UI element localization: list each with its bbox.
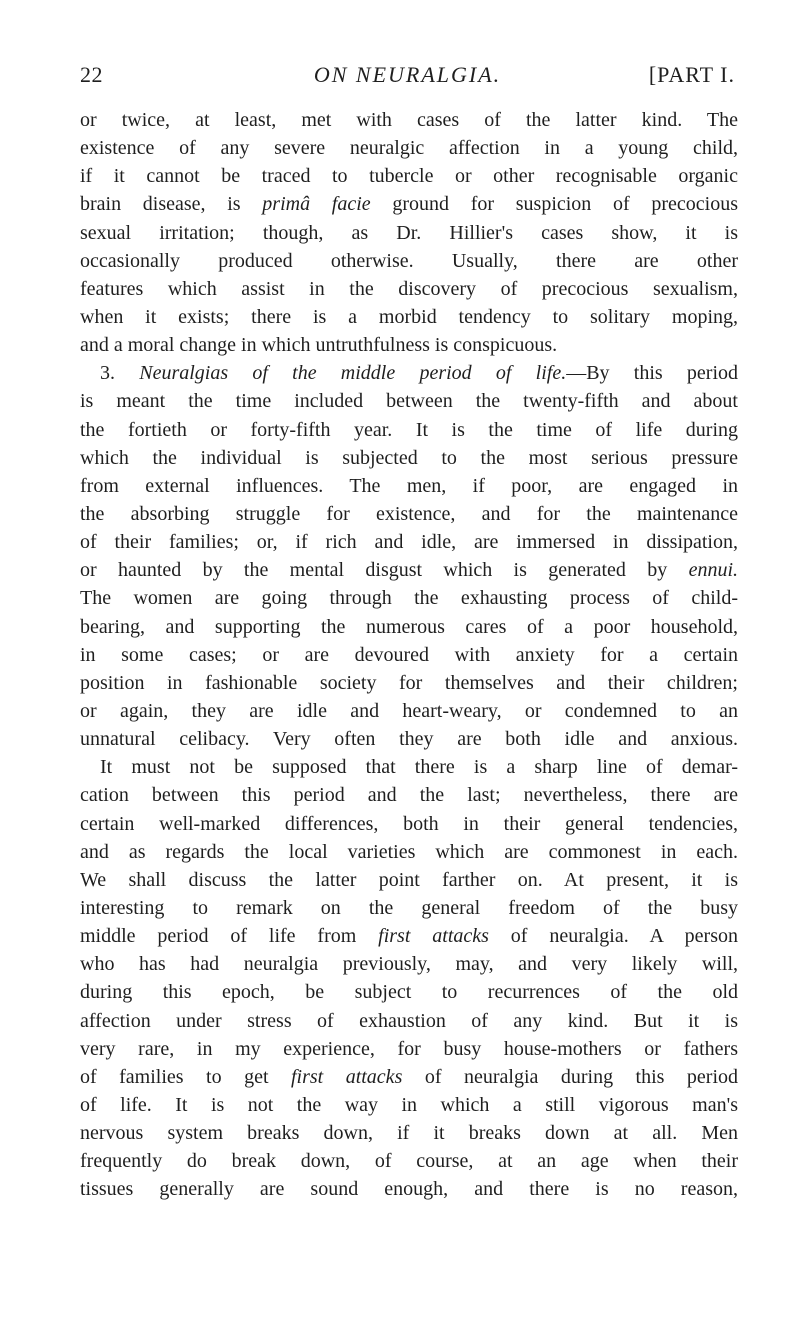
text-run: in some cases; or are devoured with anxiety for a certain [80, 643, 738, 666]
text-line [80, 838, 738, 866]
text-run: —By this period [566, 362, 738, 385]
text-line [80, 1119, 738, 1147]
text-run: position in fashionable society for themselves and their children; [80, 671, 738, 694]
text-run: interesting to remark on the general freedom of the busy [80, 896, 738, 919]
text-line [80, 697, 738, 725]
text-run: We shall discuss the latter point farther on. At present, it is [80, 868, 738, 891]
text-run: is meant the time included between the twenty-fifth and about [80, 390, 738, 413]
text-run: features which assist in the discovery of precocious sexualism, [80, 277, 738, 300]
text-line [80, 219, 738, 247]
text-run: very rare, in my experience, for busy house-mothers or fathers [80, 1037, 738, 1060]
text-line [80, 472, 738, 500]
text-run: who has had neuralgia previously, may, and very likely will, [80, 953, 738, 976]
text-line [80, 866, 738, 894]
text-line [80, 641, 738, 669]
text-line [80, 303, 738, 331]
text-line [80, 528, 738, 556]
text-line [80, 162, 738, 190]
text-line [80, 1091, 738, 1119]
running-title: ON NEURALGIA. [313, 62, 502, 87]
text-run: or haunted by the mental disgust which is generated by [80, 559, 689, 582]
text-line [80, 247, 738, 275]
text-run: affection under stress of exhaustion of any kind. But it is [80, 1009, 738, 1032]
text-line [80, 1175, 738, 1203]
text-run: bearing, and supporting the numerous cares of a poor household, [80, 615, 738, 638]
text-run: frequently do break down, of course, at an age when their [80, 1150, 738, 1173]
text-line [80, 444, 738, 472]
text-run: which the individual is subjected to the most serious pressure [80, 446, 738, 469]
text-run: from external influences. The men, if poor, are engaged in [80, 474, 738, 497]
text-line [80, 106, 738, 134]
text-run: 3. [100, 362, 140, 385]
text-run: or again, they are idle and heart-weary, or condemned to an [80, 699, 738, 722]
text-line [80, 1063, 738, 1091]
text-run: if it cannot be traced to tubercle or other recognisable organic [80, 165, 738, 188]
text-line [80, 950, 738, 978]
italic-run: ennui. [688, 559, 738, 582]
text-line [80, 275, 738, 303]
text-run: cation between this period and the last; nevertheless, there are [80, 784, 738, 807]
text-line [80, 894, 738, 922]
text-line [80, 810, 738, 838]
text-run: middle period of life from [80, 925, 379, 948]
text-run: and a moral change in which untruthfulness is conspicuous. [80, 334, 558, 357]
body-text [80, 106, 738, 1203]
text-run: tissues generally are sound enough, and there is no reason, [80, 1178, 738, 1201]
text-line [80, 1147, 738, 1175]
text-line [80, 584, 738, 612]
text-line [80, 753, 738, 781]
text-line [80, 190, 738, 218]
text-line [80, 1035, 738, 1063]
text-line [80, 556, 738, 584]
text-line [80, 359, 738, 387]
text-run: existence of any severe neuralgic affection in a young child, [80, 137, 738, 160]
text-line [80, 725, 738, 753]
text-run: of neuralgia. A person [488, 925, 738, 948]
text-line [80, 978, 738, 1006]
text-line [80, 613, 738, 641]
italic-run: first attacks [290, 1065, 403, 1088]
text-run: when it exists; there is a morbid tendency to solitary moping, [80, 305, 738, 328]
text-run: of life. It is not the way in which a still vigorous man's [80, 1093, 738, 1116]
part-label: [PART I. [648, 62, 735, 87]
italic-run: primâ facie [262, 193, 371, 216]
text-line [80, 781, 738, 809]
italic-run: first attacks [378, 925, 489, 948]
text-run: sexual irritation; though, as Dr. Hillier's cases show, it is [80, 221, 738, 244]
text-run: and as regards the local varieties which are commonest in each. [80, 840, 738, 863]
text-run: the fortieth or forty-fifth year. It is the time of life during [80, 418, 738, 441]
text-run: of families to get [80, 1065, 291, 1088]
text-run: the absorbing struggle for existence, and for the maintenance [80, 502, 738, 525]
text-line [80, 387, 738, 415]
text-line [80, 500, 738, 528]
text-line [80, 416, 738, 444]
text-run: of neuralgia during this period [402, 1065, 738, 1088]
text-run: occasionally produced otherwise. Usually, there are other [80, 249, 738, 272]
text-run: unnatural celibacy. Very often they are both idle and anxious. [80, 728, 738, 751]
text-line [80, 134, 738, 162]
text-run: of their families; or, if rich and idle, are immersed in dissipation, [80, 531, 738, 554]
page-number: 22 [80, 62, 103, 87]
text-run: The women are going through the exhausting process of child- [80, 587, 738, 610]
text-run: It must not be supposed that there is a sharp line of demar- [100, 756, 738, 779]
text-run: nervous system breaks down, if it breaks down at all. Men [80, 1122, 738, 1145]
text-run: ground for suspicion of precocious [370, 193, 738, 216]
text-line [80, 669, 738, 697]
text-run: or twice, at least, met with cases of the latter kind. The [80, 109, 738, 131]
text-line [80, 1007, 738, 1035]
text-line [80, 922, 738, 950]
text-run: during this epoch, be subject to recurrences of the old [80, 981, 738, 1004]
text-run: certain well-marked differences, both in their general tendencies, [80, 812, 738, 835]
italic-run: Neuralgias of the middle period of life. [139, 362, 567, 385]
text-line [80, 331, 738, 359]
running-head [80, 62, 735, 92]
text-run: brain disease, is [80, 193, 263, 216]
